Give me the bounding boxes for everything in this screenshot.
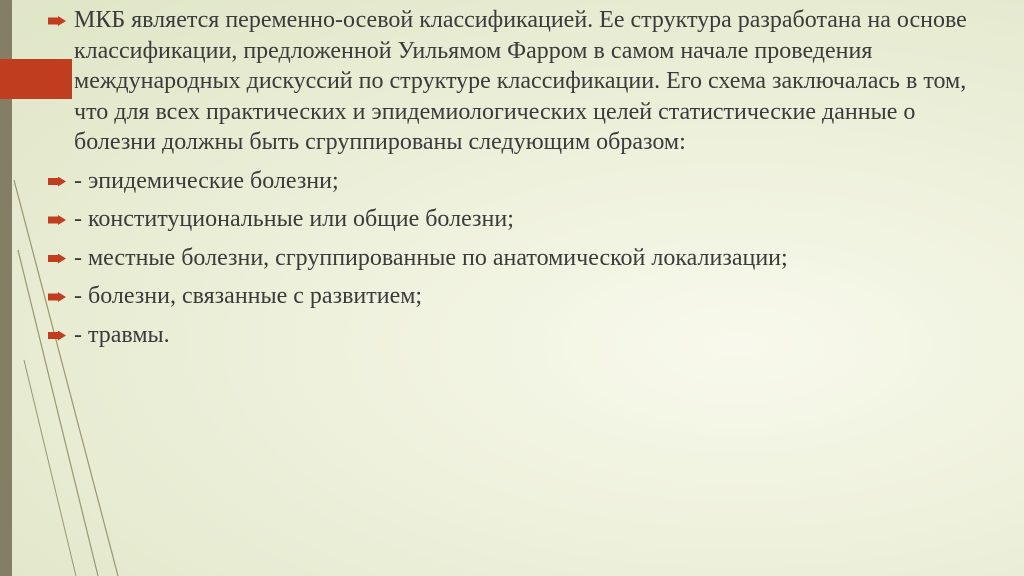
bullet-list bbox=[48, 5, 978, 358]
list-item bbox=[48, 166, 978, 197]
arrow-right-icon bbox=[48, 177, 66, 187]
list-item-text: МКБ является переменно-осевой классификацией. Ее структура разработана на основе классификации, предложенной Уильямом Фарром в самом начале проведения международных дискуссий по структуре классификации. Его схема заключалась в том, что для всех практических и эпидемиологических целей статистические данные о болезни должны быть сгруппированы следующим образом: bbox=[74, 7, 967, 155]
list-item bbox=[48, 243, 978, 274]
list-item-text: - травмы. bbox=[74, 321, 170, 348]
list-item-text: - болезни, связанные с развитием; bbox=[74, 283, 423, 309]
arrow-right-icon bbox=[48, 292, 66, 302]
list-item bbox=[48, 281, 978, 312]
arrow-right-icon bbox=[48, 254, 66, 264]
list-item bbox=[48, 5, 978, 158]
list-item bbox=[48, 204, 978, 235]
arrow-right-icon bbox=[48, 331, 66, 341]
arrow-right-icon bbox=[48, 16, 66, 26]
list-item-text: - местные болезни, сгруппированные по анатомической локализации; bbox=[74, 244, 788, 271]
decor-line-3 bbox=[24, 360, 76, 576]
list-item-text: - конституциональные или общие болезни; bbox=[74, 206, 514, 232]
arrow-right-icon bbox=[48, 215, 66, 225]
list-item-text: - эпидемические болезни; bbox=[74, 167, 339, 194]
list-item bbox=[48, 320, 978, 351]
